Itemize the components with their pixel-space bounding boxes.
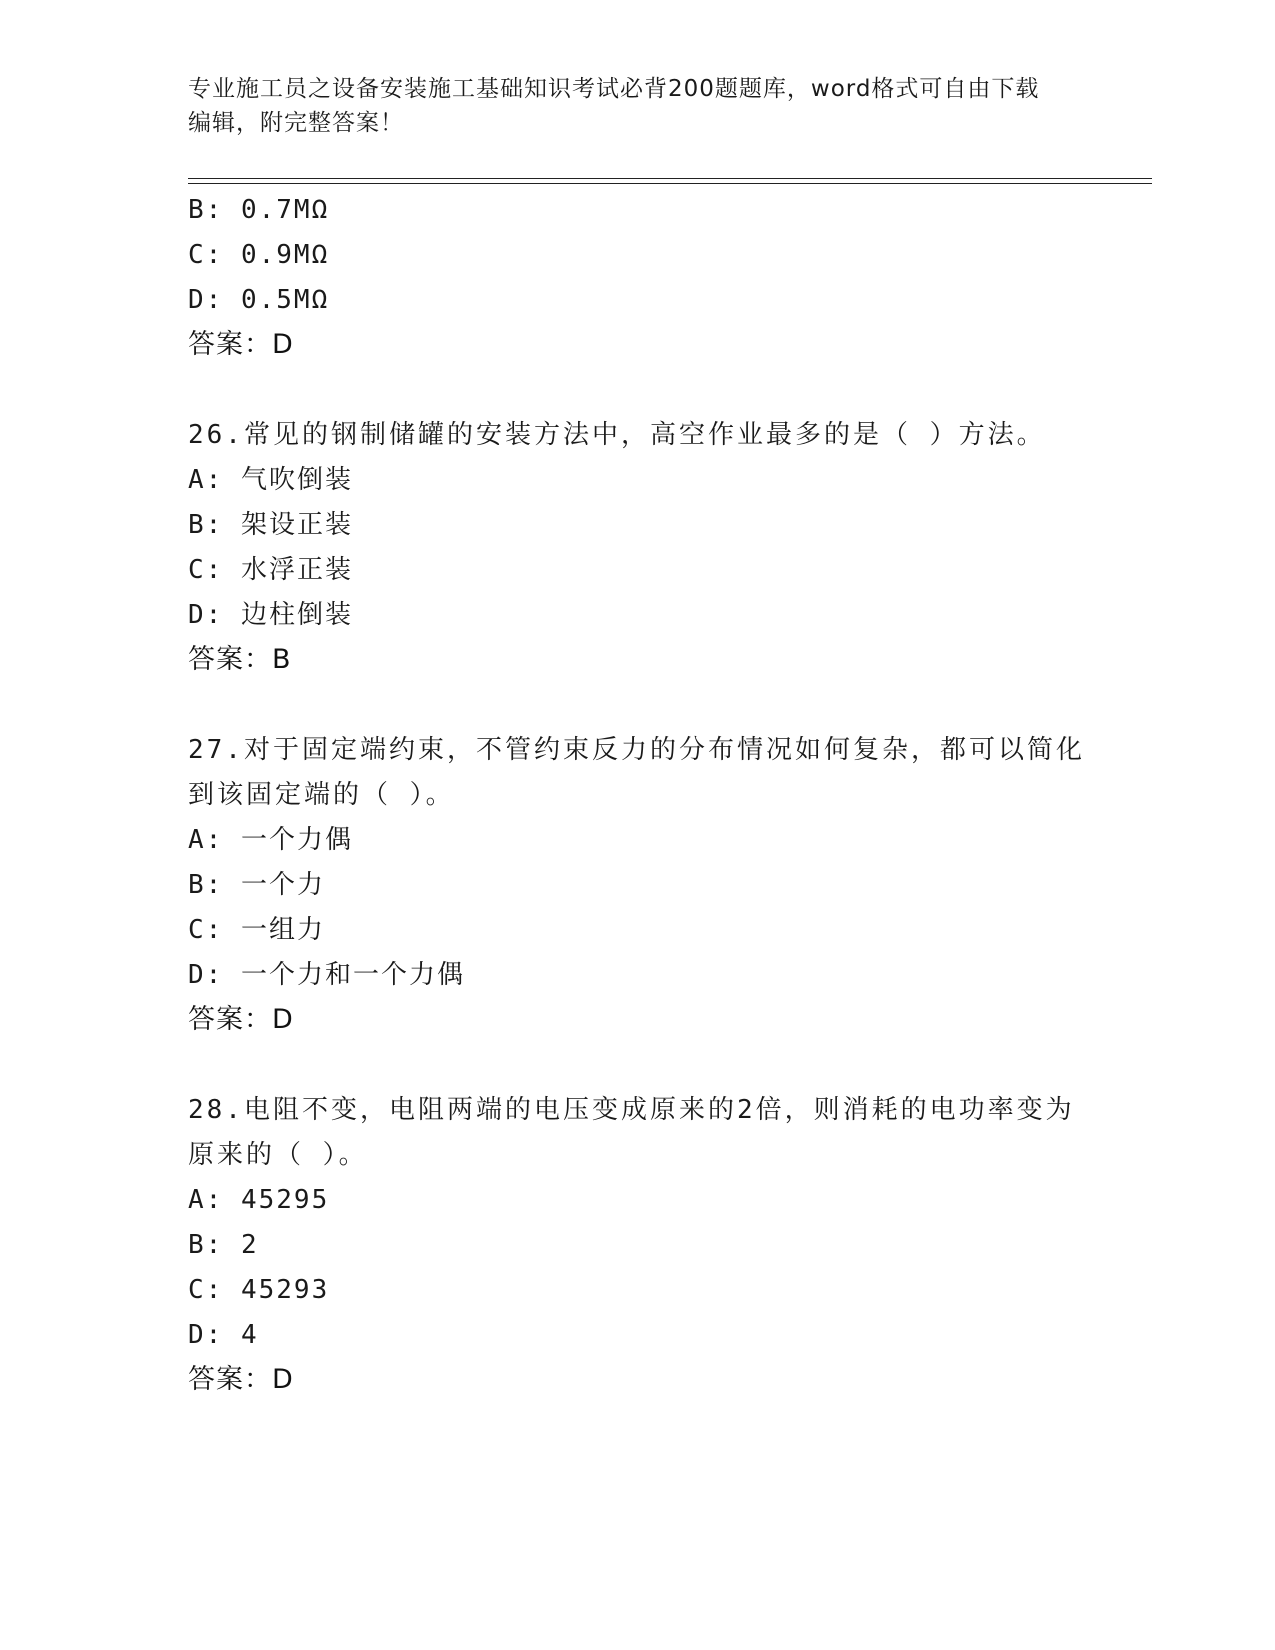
q28-option-c: C: 45293 [188, 1275, 330, 1305]
q27-option-b: B: 一个力 [188, 870, 325, 900]
q28-question-line-1: 28.电阻不变，电阻两端的电压变成原来的2倍，则消耗的电功率变为 [188, 1095, 1075, 1125]
q28-question-line-2: 原来的（ ）。 [188, 1140, 368, 1170]
q26-option-c: C: 水浮正装 [188, 555, 353, 585]
q25-option-c: C: 0.9MΩ [188, 240, 330, 270]
q26-option-d: D: 边柱倒装 [188, 600, 353, 630]
q25-option-b: B: 0.7MΩ [188, 195, 330, 225]
header-line-2: 编辑，附完整答案！ [188, 110, 404, 136]
q26-answer: 答案：B [188, 644, 292, 675]
header-line-1: 专业施工员之设备安装施工基础知识考试必背200题题库，word格式可自由下载 [188, 76, 1040, 102]
q25-answer: 答案：D [188, 329, 294, 360]
q27-option-c: C: 一组力 [188, 915, 325, 945]
q25-option-d: D: 0.5MΩ [188, 285, 330, 315]
q27-answer: 答案：D [188, 1004, 294, 1035]
q26-question: 26.常见的钢制储罐的安装方法中，高空作业最多的是（ ）方法。 [188, 420, 1046, 450]
header-divider-top [188, 178, 1152, 179]
q26-option-a: A: 气吹倒装 [188, 465, 353, 495]
q28-option-d: D: 4 [188, 1320, 259, 1350]
document-header [188, 72, 1088, 140]
q28-option-b: B: 2 [188, 1230, 259, 1260]
header-divider-bottom [188, 183, 1152, 184]
q27-option-a: A: 一个力偶 [188, 825, 353, 855]
q26-option-b: B: 架设正装 [188, 510, 353, 540]
q28-answer: 答案：D [188, 1364, 294, 1395]
q27-question-line-1: 27.对于固定端约束，不管约束反力的分布情况如何复杂，都可以简化 [188, 735, 1085, 765]
q27-option-d: D: 一个力和一个力偶 [188, 960, 465, 990]
q28-option-a: A: 45295 [188, 1185, 330, 1215]
q27-question-line-2: 到该固定端的（ ）。 [188, 780, 455, 810]
